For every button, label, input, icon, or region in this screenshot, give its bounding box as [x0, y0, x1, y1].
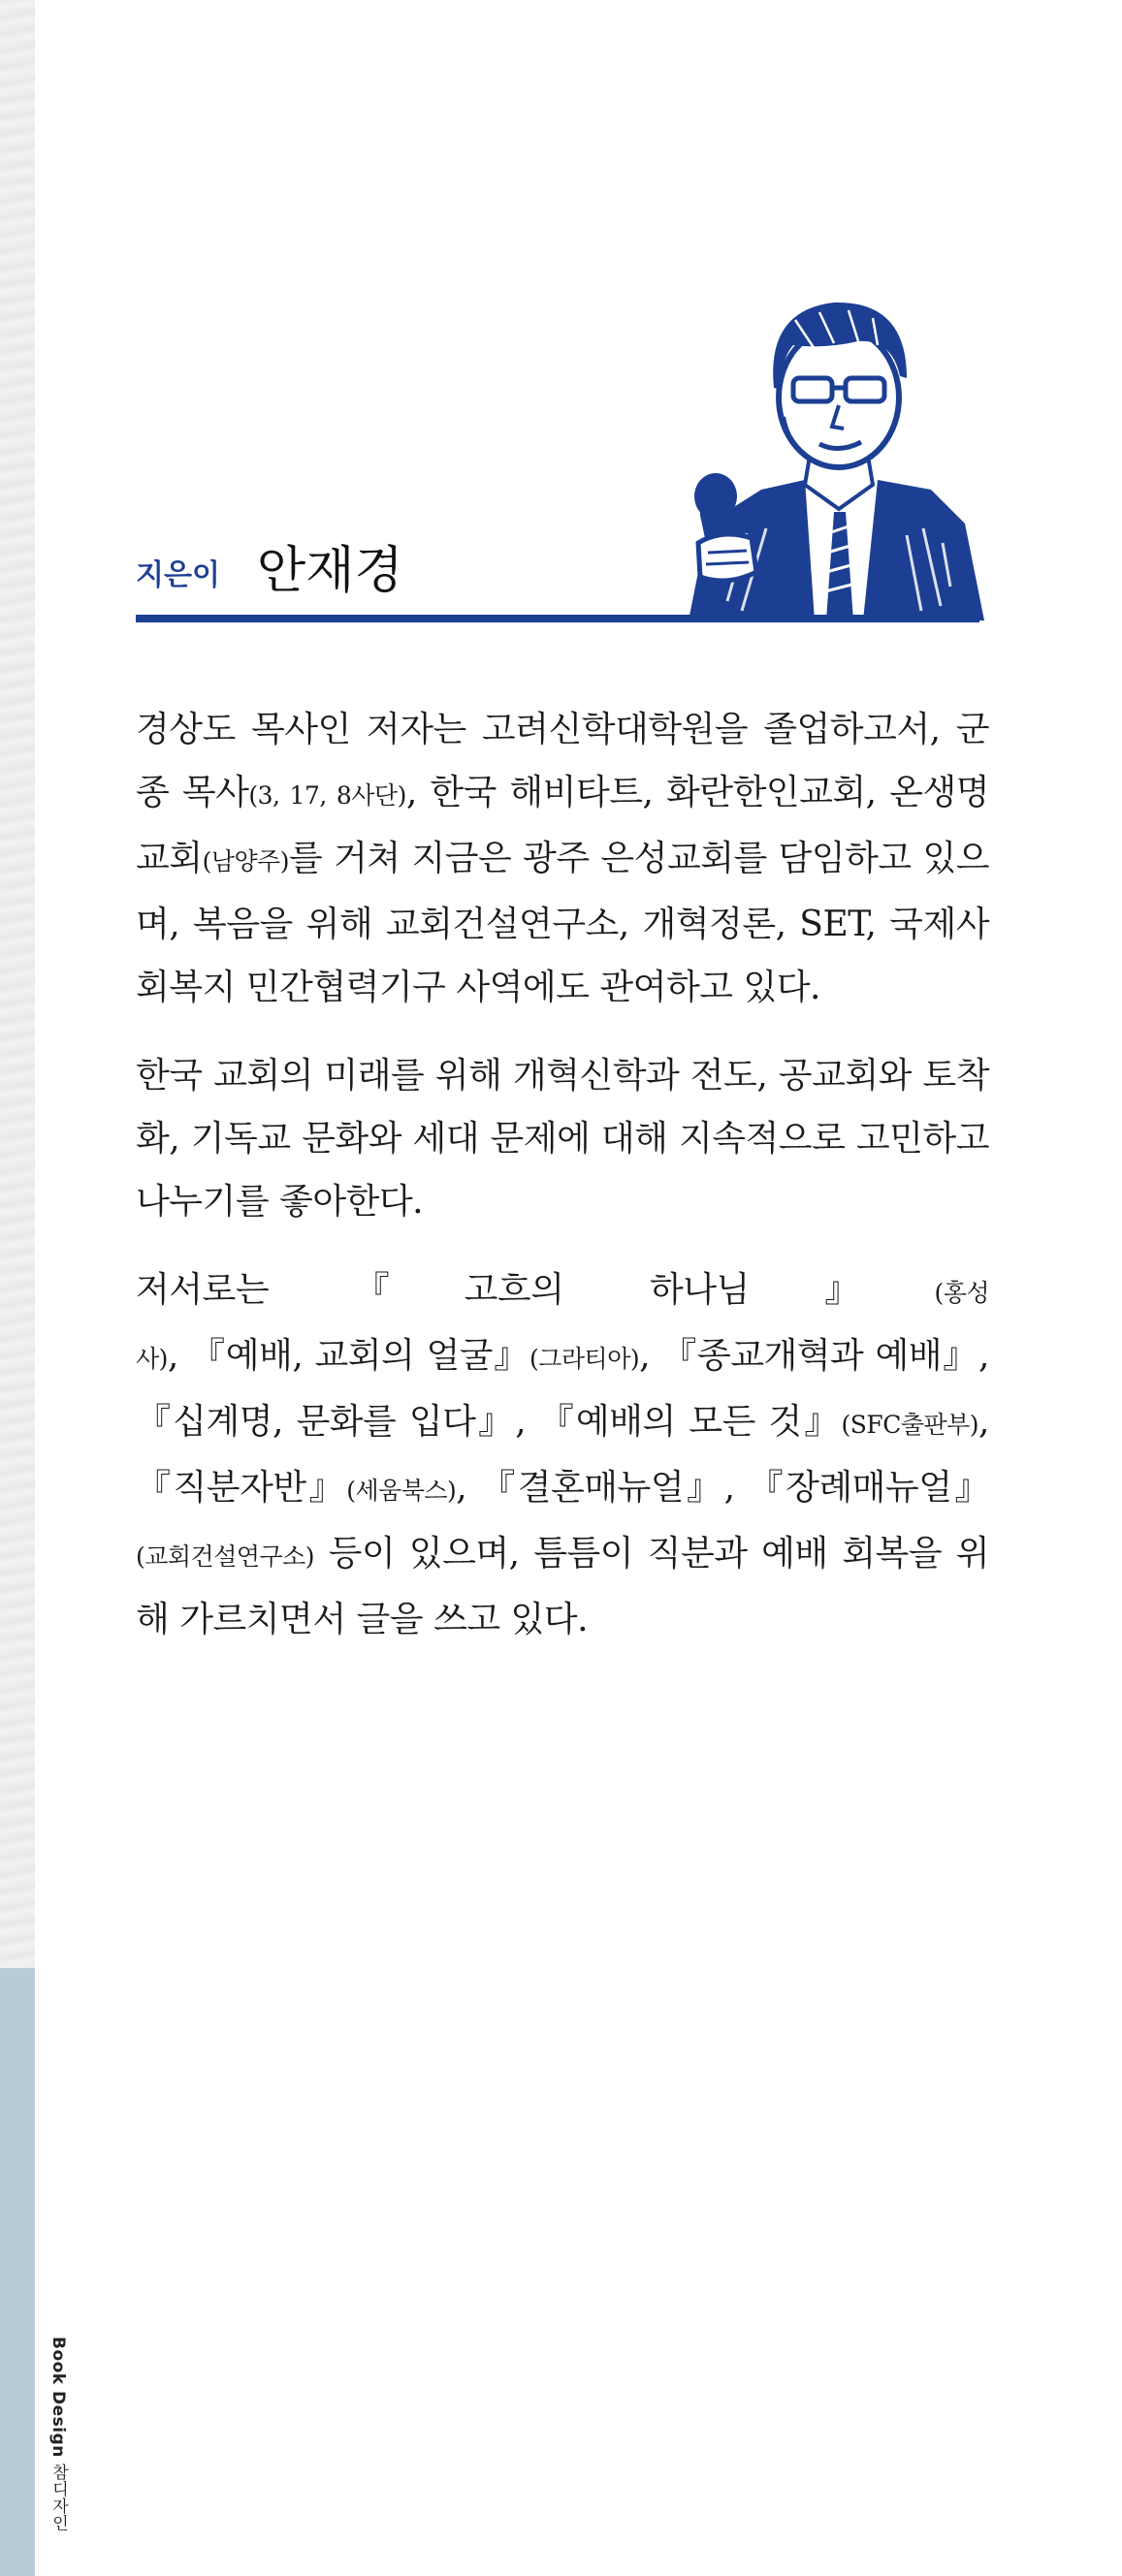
- bio-paragraph-career: 경상도 목사인 저자는 고려신학대학원을 졸업하고서, 군종 목사(3, 17, 8사단), 한국 해비타트, 화란한인교회, 온생명교회(남양주)를 거쳐 지금은 광주 은성교회를 담임하고 있으며, 복음을 위해 교회건설연구소, 개혁정론, SET, 국제사회복지 민간협력기구 사역에도 관여하고 있다.: [136, 710, 990, 1007]
- side-texture-strip: [0, 0, 35, 1968]
- author-name: 안재경: [257, 542, 403, 600]
- side-color-band: [0, 1968, 35, 2576]
- bio-paragraph-books: 저서로는 『고흐의 하나님』(홍성사), 『예배, 교회의 얼굴』(그라티아), 『종교개혁과 예배』, 『십계명, 문화를 입다』, 『예배의 모든 것』(SFC출판부), 『직분자반』(세움북스), 『결혼매뉴얼』, 『장례매뉴얼』(교회건설연구소) 등이 있으며, 틈틈이 직분과 예배 회복을 위해 가르치면서 글을 쓰고 있다.: [136, 1270, 989, 1639]
- book-design-credit: Book Design 참디자인: [48, 2337, 68, 2531]
- author-label: 지은이: [136, 558, 220, 592]
- bio-paragraph-interests: 한국 교회의 미래를 위해 개혁신학과 전도, 공교회와 토착화, 기독교 문화와 세대 문제에 대해 지속적으로 고민하고 나누기를 좋아한다.: [136, 1056, 989, 1222]
- author-biography: [136, 698, 989, 1676]
- heading-underline: [136, 615, 979, 622]
- author-heading: [136, 524, 979, 622]
